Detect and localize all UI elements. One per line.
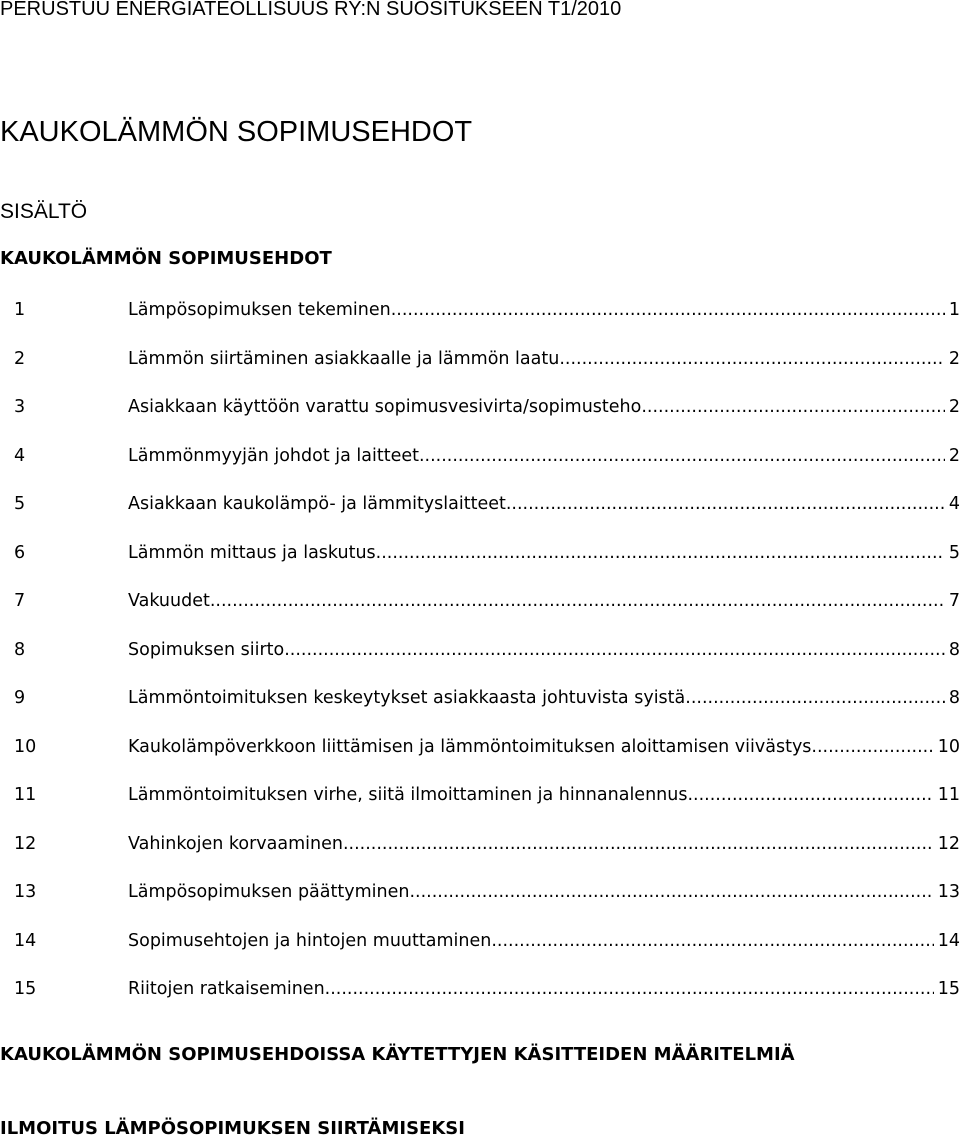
toc-dot-leader — [409, 868, 933, 917]
toc-entry-page: 2 — [948, 348, 960, 369]
toc-entry-page: 2 — [948, 445, 960, 466]
toc-entry-page: 8 — [948, 639, 960, 660]
toc-entry[interactable] — [0, 480, 960, 529]
toc-entry[interactable] — [0, 820, 960, 869]
toc-dot-leader — [284, 626, 945, 675]
toc-dot-leader — [210, 577, 945, 626]
toc-heading: SISÄLTÖ — [0, 200, 88, 223]
toc-entry-title: Lämmöntoimituksen keskeytykset asiakkaasta johtuvista syistä — [128, 688, 686, 708]
toc-entry-title: Lämmön siirtäminen asiakkaalle ja lämmön laatu — [128, 348, 560, 369]
toc-entry[interactable] — [0, 529, 960, 578]
toc-entry-page: 11 — [937, 785, 960, 805]
toc-entry-page: 14 — [937, 930, 960, 951]
toc-entry[interactable] — [0, 771, 960, 820]
transfer-notice-heading: ILMOITUS LÄMPÖSOPIMUKSEN SIIRTÄMISEKSI — [0, 1118, 465, 1139]
toc-entry-number: 9 — [14, 688, 26, 708]
toc-entry-number: 14 — [14, 930, 37, 951]
toc-entry-page: 8 — [948, 688, 960, 708]
toc-entry-title: Sopimusehtojen ja hintojen muuttaminen — [128, 930, 492, 951]
toc-entry-page: 4 — [948, 494, 960, 514]
toc-dot-leader — [376, 529, 945, 578]
toc-entry[interactable] — [0, 723, 960, 772]
toc-dot-leader — [491, 917, 933, 966]
toc-entry-title: Asiakkaan kaukolämpö- ja lämmityslaitteet — [128, 494, 506, 514]
toc-entry-title: Lämmön mittaus ja laskutus — [128, 542, 376, 563]
toc-entry-title: Lämpösopimuksen tekeminen — [128, 300, 391, 320]
toc-entry-title: Riitojen ratkaiseminen — [128, 979, 325, 999]
definitions-heading: KAUKOLÄMMÖN SOPIMUSEHDOISSA KÄYTETTYJEN KÄSITTEIDEN MÄÄRITELMIÄ — [0, 1044, 795, 1065]
toc-entry-number: 11 — [14, 785, 37, 805]
toc-entry-title: Sopimuksen siirto — [128, 639, 285, 660]
toc-entry-title: Vahinkojen korvaaminen — [128, 833, 343, 854]
document-title: KAUKOLÄMMÖN SOPIMUSEHDOT — [0, 116, 473, 148]
toc-entry[interactable] — [0, 335, 960, 384]
toc-entry[interactable] — [0, 965, 960, 1014]
toc-entry-number: 13 — [14, 882, 37, 902]
toc-entry-page: 15 — [937, 979, 960, 999]
toc-entry-number: 2 — [14, 348, 26, 369]
toc-entry-page: 7 — [948, 591, 960, 611]
toc-entry-number: 7 — [14, 591, 26, 611]
toc-entry-number: 12 — [14, 833, 37, 854]
toc-entry[interactable] — [0, 383, 960, 432]
toc-entry-title: Lämpösopimuksen päättyminen — [128, 882, 410, 902]
toc-dot-leader — [641, 383, 945, 432]
toc-entry-number: 5 — [14, 494, 26, 514]
toc-entry-number: 10 — [14, 736, 37, 757]
toc-entry-page: 2 — [948, 397, 960, 417]
toc-entry-page: 10 — [937, 736, 960, 757]
toc-dot-leader — [506, 480, 945, 529]
toc-entry[interactable] — [0, 432, 960, 481]
toc-entry[interactable] — [0, 868, 960, 917]
toc-dot-leader — [325, 965, 934, 1014]
table-of-contents — [0, 286, 960, 1014]
toc-dot-leader — [559, 335, 945, 384]
page-header: PERUSTUU ENERGIATEOLLISUUS RY:N SUOSITUKSEEN T1/2010 — [0, 0, 622, 20]
toc-entry-title: Lämmöntoimituksen virhe, siitä ilmoittaminen ja hinnanalennus — [128, 785, 688, 805]
toc-entry[interactable] — [0, 917, 960, 966]
toc-entry-number: 8 — [14, 639, 26, 660]
toc-entry-title: Lämmönmyyjän johdot ja laitteet — [128, 445, 419, 466]
toc-entry-number: 1 — [14, 300, 26, 320]
toc-entry[interactable] — [0, 577, 960, 626]
toc-entry-number: 3 — [14, 397, 26, 417]
toc-entry-title: Vakuudet — [128, 591, 210, 611]
toc-dot-leader — [419, 432, 945, 481]
toc-entry-title: Kaukolämpöverkkoon liittämisen ja lämmöntoimituksen aloittamisen viivästys — [128, 736, 812, 757]
toc-entry-number: 15 — [14, 979, 37, 999]
toc-entry-number: 4 — [14, 445, 26, 466]
toc-entry-page: 5 — [948, 542, 960, 563]
toc-entry-title: Asiakkaan käyttöön varattu sopimusvesivirta/sopimusteho — [128, 397, 642, 417]
toc-entry-number: 6 — [14, 542, 26, 563]
toc-entry-page: 12 — [937, 833, 960, 854]
toc-dot-leader — [811, 723, 933, 772]
toc-dot-leader — [685, 674, 945, 723]
toc-dot-leader — [687, 771, 933, 820]
toc-dot-leader — [391, 286, 945, 335]
toc-entry-page: 1 — [948, 300, 960, 320]
toc-entry[interactable] — [0, 626, 960, 675]
toc-dot-leader — [343, 820, 934, 869]
toc-entry[interactable] — [0, 674, 960, 723]
section-heading: KAUKOLÄMMÖN SOPIMUSEHDOT — [0, 248, 332, 269]
toc-entry[interactable] — [0, 286, 960, 335]
toc-entry-page: 13 — [937, 882, 960, 902]
